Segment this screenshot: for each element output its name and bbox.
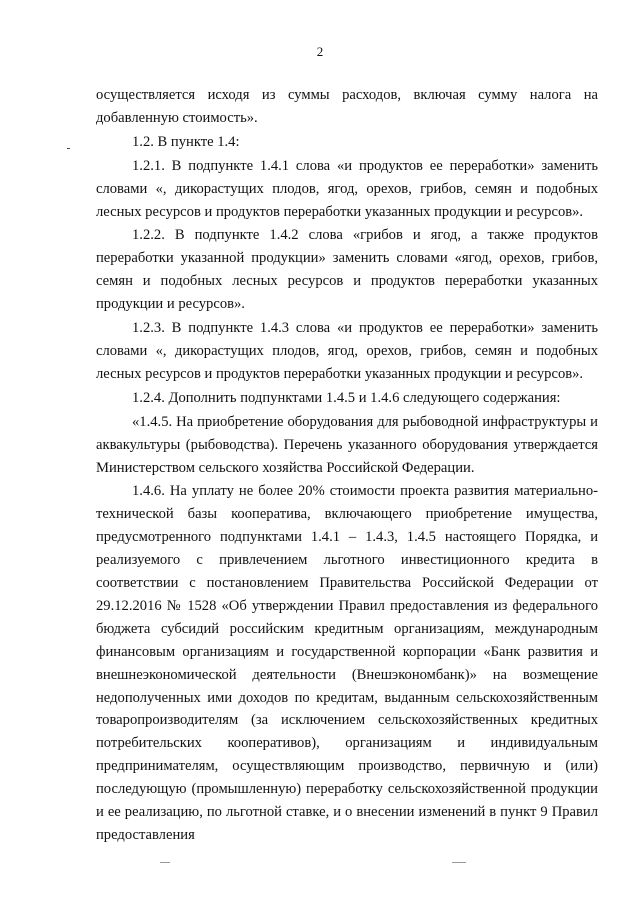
scan-speck: [452, 862, 466, 863]
paragraph-1-2-2: 1.2.2. В подпункте 1.4.2 слова «грибов и ягод, а также продуктов переработки указанной продукции» заменить словами «ягод, орехов, грибов, семян и подобных лесных ресурсов и продуктов переработки указанных продукции и ресурсов».: [96, 227, 598, 313]
paragraph-continuation: осуществляется исходя из суммы расходов, включая сумму налога на добавленную стоимость».: [96, 87, 598, 126]
paragraph-1-2-1: 1.2.1. В подпункте 1.4.1 слова «и продуктов ее переработки» заменить словами «, дикорастущих плодов, ягод, орехов, грибов, семян и подобных лесных ресурсов и продуктов переработки указанных продукции и ресурсов».: [96, 157, 598, 220]
page-number: 2: [316, 44, 324, 59]
margin-mark: [67, 148, 70, 149]
paragraph-1-4-6: 1.4.6. На уплату не более 20% стоимости проекта развития материально-технической базы кооператива, включающего приобретение имущества, предусмотренного подпунктами 1.4.1 – 1.4.3, 1.4.5 настоящего Порядка, и реализуемого с привлечением льготного инвестиционного кредита в соответствии с постановлением Правительства Российской Федерации от 29.12.2016 № 1528 «Об утверждении Правил предоставления из федерального бюджета субсидий российским кредитным организациям, международным финансовым организациям и государственной корпорации «Банк развития и внешнеэкономической деятельности (Внешэкономбанк)» на возмещение недополученных ими доходов по кредитам, выданным сельскохозяйственным товаропроизводителям (за исключением сельскохозяйственных кредитных потребительских кооперативов), организациям и индивидуальным предпринимателям, осуществляющим производство, первичную и (или) последующую (промышленную) переработку сельскохозяйственной продукции и ее реализацию, по льготной ставке, и о внесении изменений в пункт 9 Правил предоставления: [96, 483, 598, 843]
document-body: [96, 84, 598, 847]
scan-specks: [0, 862, 640, 870]
paragraph-1-2: 1.2. В пункте 1.4:: [132, 133, 240, 150]
paragraph-1-4-5: «1.4.5. На приобретение оборудования для рыбоводной инфраструктуры и аквакультуры (рыбоводства). Перечень указанного оборудования утверждается Министерством сельского хозяйства Российской Федерации.: [96, 413, 598, 476]
paragraph-1-2-4: 1.2.4. Дополнить подпунктами 1.4.5 и 1.4.6 следующего содержания:: [132, 389, 561, 406]
paragraph-1-2-3: 1.2.3. В подпункте 1.4.3 слова «и продуктов ее переработки» заменить словами «, дикорастущих плодов, ягод, орехов, грибов, семян и подобных лесных ресурсов и продуктов переработки указанных продукции и ресурсов».: [96, 320, 598, 382]
scan-speck: [160, 862, 170, 863]
